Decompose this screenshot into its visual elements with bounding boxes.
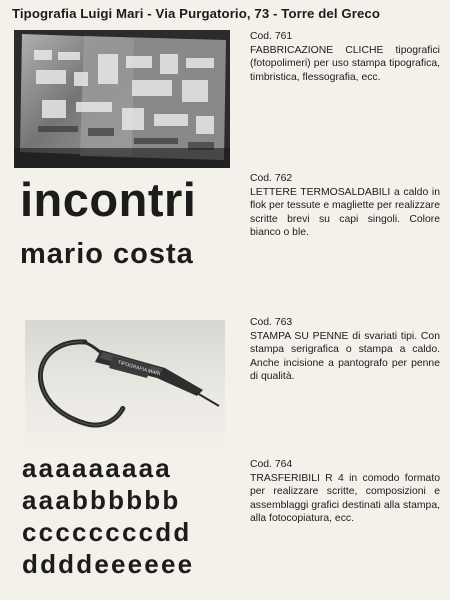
product-code: Cod. 764 [250,459,293,470]
sample-lettering-incontri: incontri [20,173,197,226]
product-code: Cod. 761 [250,31,293,42]
product-description: STAMPA SU PENNE di svariati tipi. Con stampa serigrafica o stampa a caldo. Anche incisione a pantografo per penne di qualità. [250,330,440,383]
sample-lettering-mario-costa: mario costa [20,238,194,270]
product-code: Cod. 763 [250,317,293,328]
pen-imprint: TIPOGRAFIA MARI [116,359,161,378]
product-764 [250,458,440,526]
pen-photo [25,320,225,448]
product-description: FABBRICAZIONE CLICHE tipografici (fotopolimeri) per uso stampa tipografica, timbristica, flessografia, ecc. [250,44,440,83]
printing-plates-photo [14,30,230,168]
product-description: TRASFERIBILI R 4 in comodo formato per realizzare scritte, composizioni e assemblaggi grafici destinati alla stampa, alla fotocopiatura, ecc. [250,472,440,525]
transfer-letters-sample [22,452,232,580]
product-code: Cod. 762 [250,173,293,184]
product-761 [250,30,440,84]
letter-row: ccccccccdd [22,517,192,547]
letter-row: aaaaaaaaa [22,453,172,483]
letter-row: aaabbbbbb [22,485,181,515]
printing-plates-image [14,30,230,168]
page-header: Tipografia Luigi Mari - Via Purgatorio, 73 - Torre del Greco [12,6,380,21]
letter-row: ddddeeeeee [22,549,195,579]
pen-image [25,320,225,448]
product-762 [250,172,440,240]
product-description: LETTERE TERMOSALDABILI a caldo in flok per tessute e magliette per realizzare scritte brevi su capi singoli. Colore bianco o ble. [250,186,441,239]
product-763 [250,316,440,384]
